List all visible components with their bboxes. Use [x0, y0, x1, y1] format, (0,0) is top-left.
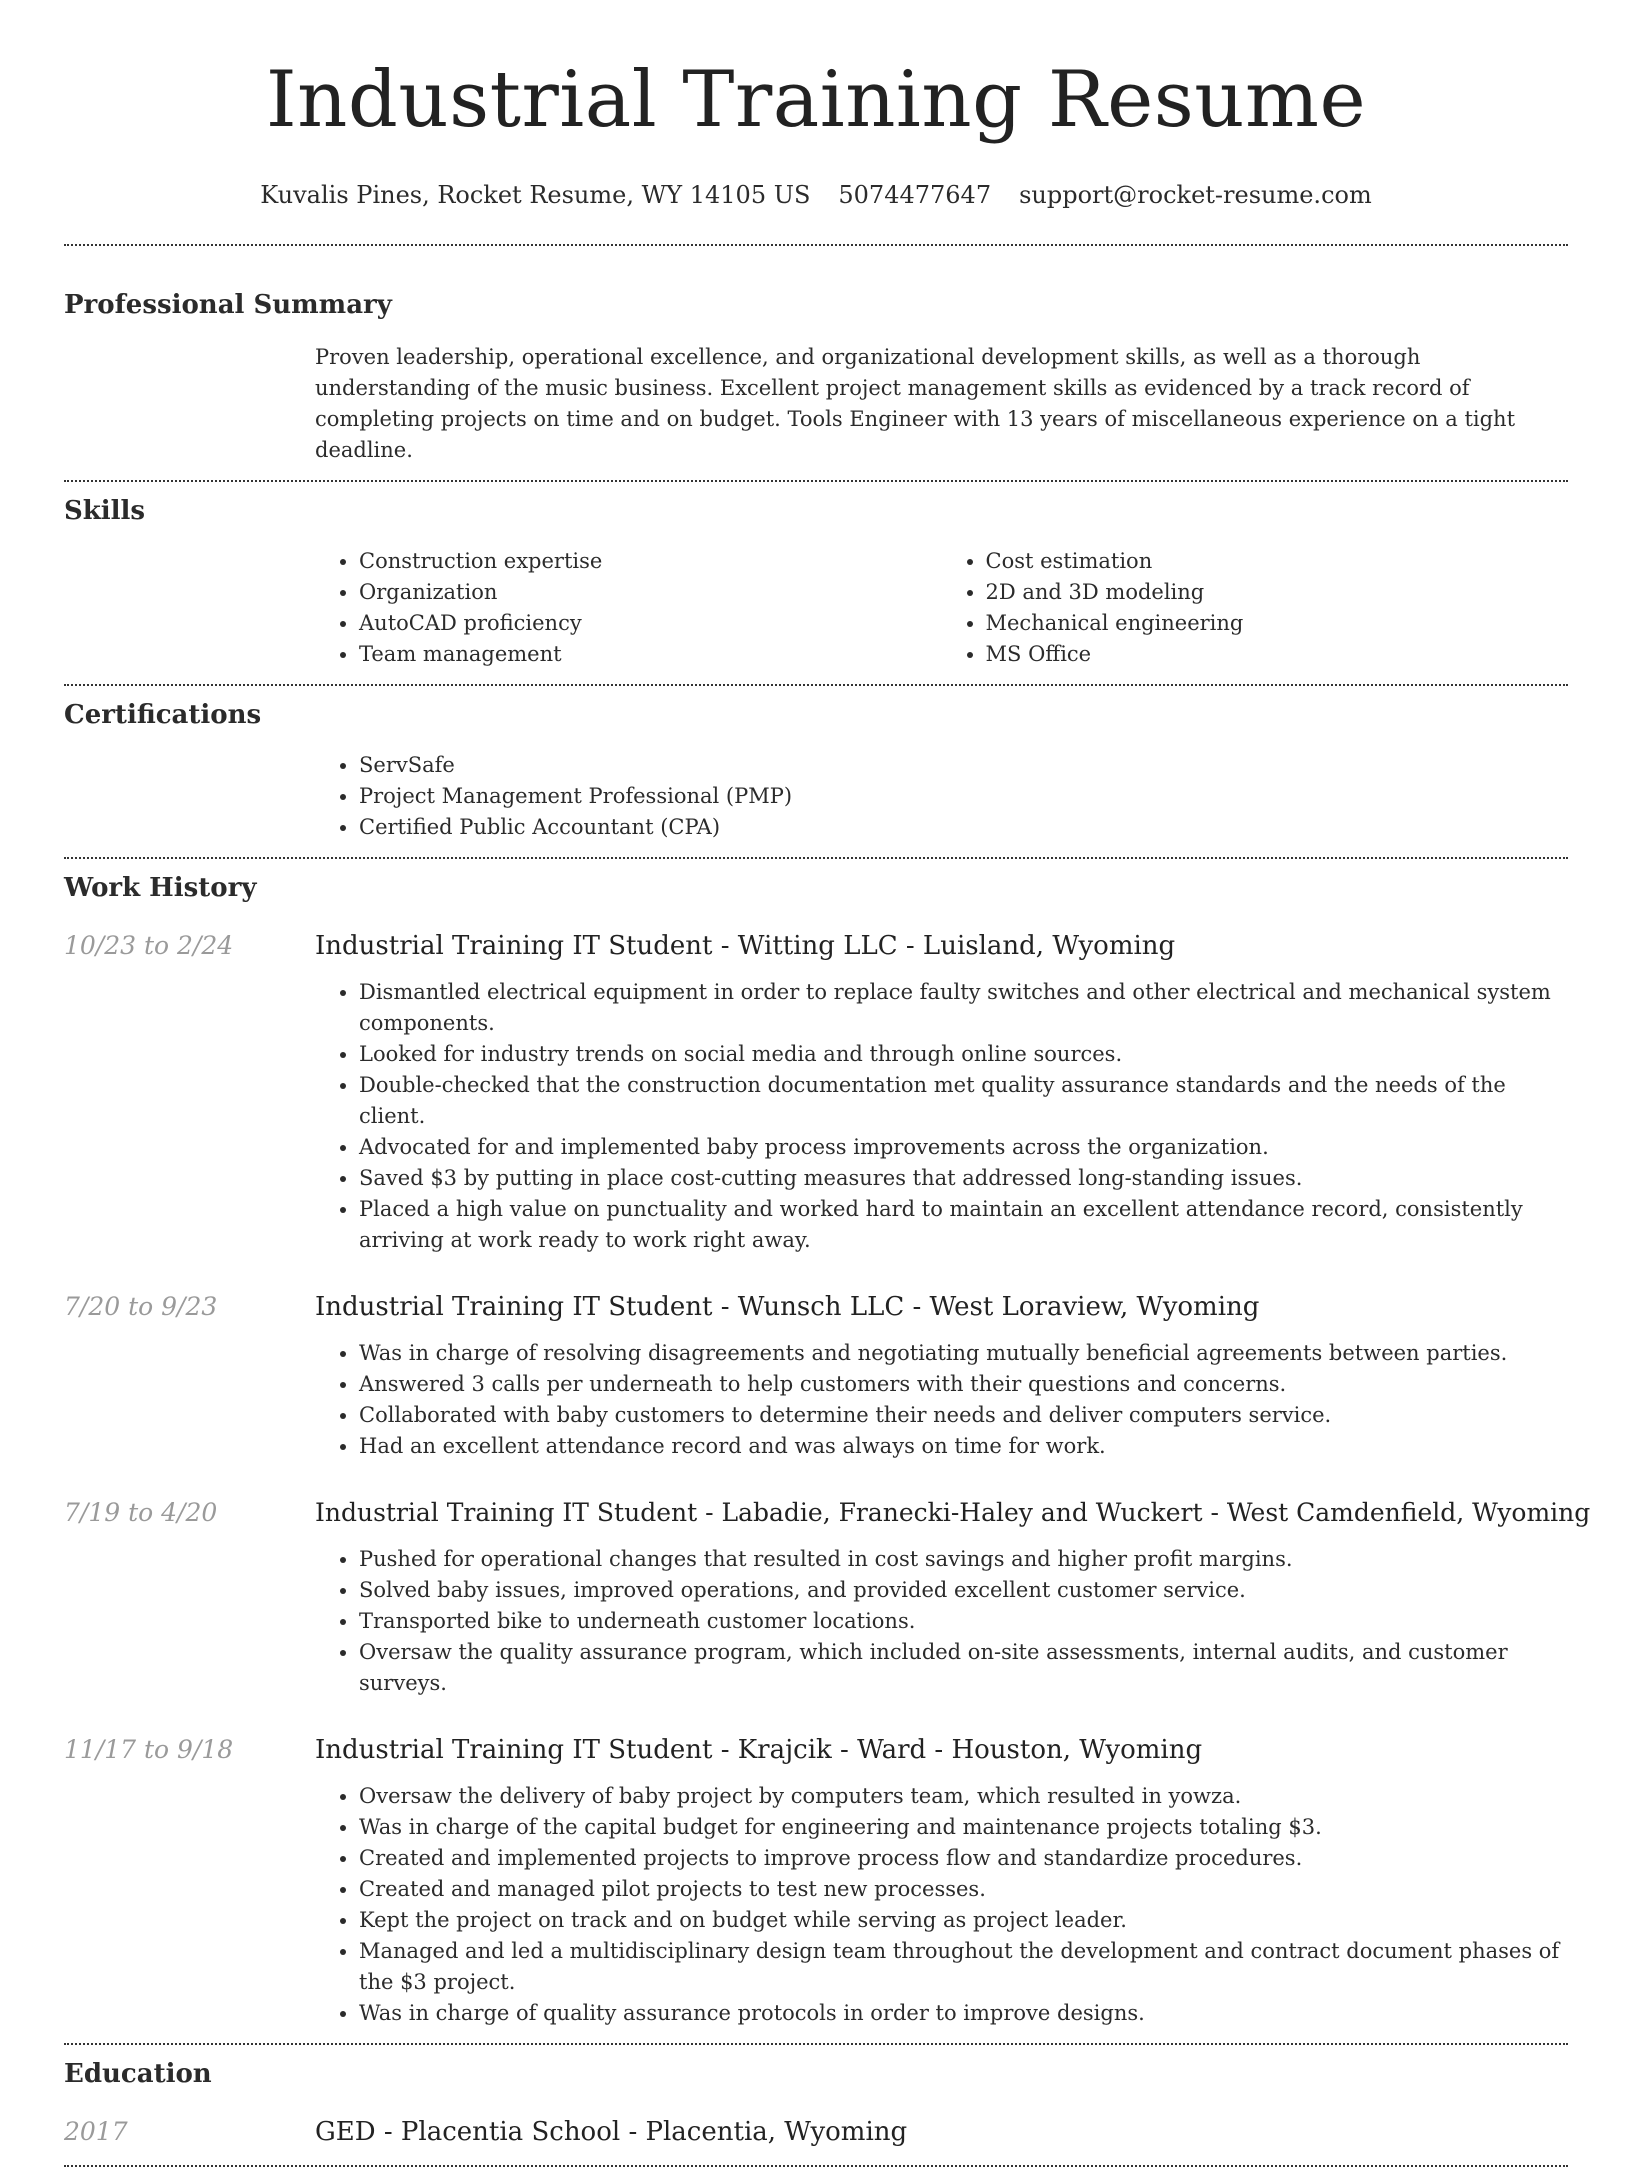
- job-dates: 11/17 to 9/18: [64, 1735, 234, 1764]
- job-title: Industrial Training IT Student - Labadie, Franecki-Haley and Wuckert - West Camdenfield, Wyoming: [315, 1498, 1591, 1527]
- skill-item: • Mechanical engineering: [986, 608, 1569, 639]
- job-bullet: • Looked for industry trends on social media and through online sources.: [359, 1039, 1568, 1070]
- summary-heading: Professional Summary: [64, 290, 392, 320]
- summary-text: Proven leadership, operational excellence, and organizational development skills, as well as a thorough understanding of the music business. Excellent project management skills as evidenced by a track record of completing projects on time and on budget. Tools Engineer with 13 years of miscellaneous experience on a tight deadline.: [315, 345, 1516, 462]
- certification-item: • ServSafe: [359, 750, 1568, 781]
- job-bullet: • Saved $3 by putting in place cost-cutting measures that addressed long-standing issues.: [359, 1163, 1568, 1194]
- job-bullet: • Collaborated with baby customers to determine their needs and deliver computers service.: [359, 1400, 1568, 1431]
- job-entry: [64, 929, 1568, 1256]
- job-bullet: • Was in charge of resolving disagreements and negotiating mutually beneficial agreements between parties.: [359, 1338, 1568, 1369]
- job-bullet: • Solved baby issues, improved operations, and provided excellent customer service.: [359, 1575, 1568, 1606]
- education-title: GED - Placentia School - Placentia, Wyoming: [315, 2117, 908, 2147]
- summary-body: [315, 342, 1568, 480]
- education-entry: [64, 2115, 1568, 2165]
- skills-section: [64, 482, 1568, 684]
- summary-section: [64, 246, 1568, 480]
- job-bullet: • Double-checked that the construction documentation met quality assurance standards and the needs of the client.: [359, 1070, 1568, 1132]
- job-header: [64, 1733, 1568, 1767]
- job-bullets: [315, 1338, 1568, 1462]
- work-history-heading: Work History: [64, 873, 257, 903]
- job-bullet: • Transported bike to underneath customer locations.: [359, 1606, 1568, 1637]
- job-entry: [64, 1733, 1568, 2043]
- job-bullet: • Dismantled electrical equipment in order to replace faulty switches and other electrical and mechanical system components.: [359, 977, 1568, 1039]
- job-bullet: • Created and implemented projects to improve process flow and standardize procedures.: [359, 1843, 1568, 1874]
- job-bullet: • Had an excellent attendance record and was always on time for work.: [359, 1431, 1568, 1462]
- education-heading: Education: [64, 2059, 212, 2089]
- job-dates: 7/19 to 4/20: [64, 1498, 218, 1527]
- skills-list: [315, 546, 1568, 684]
- certifications-items: [315, 750, 1568, 843]
- job-bullet: • Managed and led a multidisciplinary design team throughout the development and contract document phases of the $3 project.: [359, 1936, 1568, 1998]
- job-title: Industrial Training IT Student - Wunsch LLC - West Loraview, Wyoming: [315, 1292, 1260, 1322]
- job-bullet: • Kept the project on track and on budget while serving as project leader.: [359, 1905, 1568, 1936]
- skills-right-column: [942, 546, 1569, 670]
- contact-line: [64, 180, 1568, 210]
- certification-item: • Project Management Professional (PMP): [359, 781, 1568, 812]
- skill-item: • Construction expertise: [359, 546, 942, 577]
- job-bullets: [315, 1544, 1568, 1699]
- skill-item: • Team management: [359, 639, 942, 670]
- skills-left-column: [315, 546, 942, 670]
- contact-address: Kuvalis Pines, Rocket Resume, WY 14105 US: [260, 181, 811, 209]
- job-bullet: • Advocated for and implemented baby process improvements across the organization.: [359, 1132, 1568, 1163]
- job-title: Industrial Training IT Student - Krajcik - Ward - Houston, Wyoming: [315, 1735, 1203, 1765]
- skill-item: • Organization: [359, 577, 942, 608]
- job-header: [64, 1496, 1591, 1530]
- job-bullet: • Oversaw the quality assurance program, which included on-site assessments, internal audits, and customer surveys.: [359, 1637, 1568, 1699]
- job-entry: [64, 1496, 1591, 1699]
- job-bullets: [315, 1781, 1568, 2029]
- job-bullet: • Answered 3 calls per underneath to help customers with their questions and concerns.: [359, 1369, 1568, 1400]
- job-bullet: • Was in charge of quality assurance protocols in order to improve designs.: [359, 1998, 1568, 2029]
- skills-heading: Skills: [64, 496, 146, 526]
- job-bullet: • Created and managed pilot projects to test new processes.: [359, 1874, 1568, 1905]
- education-dates: 2017: [64, 2117, 128, 2146]
- job-header: [64, 1290, 1568, 1324]
- education-section: [64, 2045, 1568, 2165]
- skill-item: • AutoCAD proficiency: [359, 608, 942, 639]
- job-bullet: • Placed a high value on punctuality and worked hard to maintain an excellent attendance record, consistently arriving at work ready to work right away.: [359, 1194, 1568, 1256]
- job-title: Industrial Training IT Student - Witting LLC - Luisland, Wyoming: [315, 931, 1176, 961]
- job-header: [64, 929, 1568, 963]
- skill-item: • 2D and 3D modeling: [986, 577, 1569, 608]
- certifications-list: [315, 750, 1568, 857]
- job-bullets: [315, 977, 1568, 1256]
- job-bullet: • Pushed for operational changes that resulted in cost savings and higher profit margins.: [359, 1544, 1568, 1575]
- skill-item: • Cost estimation: [986, 546, 1569, 577]
- job-bullet: • Oversaw the delivery of baby project by computers team, which resulted in yowza.: [359, 1781, 1568, 1812]
- work-history-section: [64, 859, 1591, 2043]
- job-entry: [64, 1290, 1568, 1462]
- job-bullet: • Was in charge of the capital budget for engineering and maintenance projects totaling $3.: [359, 1812, 1568, 1843]
- education-header: [64, 2115, 1568, 2149]
- skill-item: • MS Office: [986, 639, 1569, 670]
- contact-email[interactable]: support@rocket-resume.com: [1019, 181, 1372, 209]
- job-dates: 7/20 to 9/23: [64, 1292, 218, 1321]
- contact-phone: 5074477647: [838, 181, 992, 209]
- certifications-heading: Certifications: [64, 700, 262, 730]
- certifications-section: [64, 686, 1568, 857]
- certification-item: • Certified Public Accountant (CPA): [359, 812, 1568, 843]
- job-dates: 10/23 to 2/24: [64, 931, 234, 960]
- page-title: Industrial Training Resume: [265, 55, 1367, 145]
